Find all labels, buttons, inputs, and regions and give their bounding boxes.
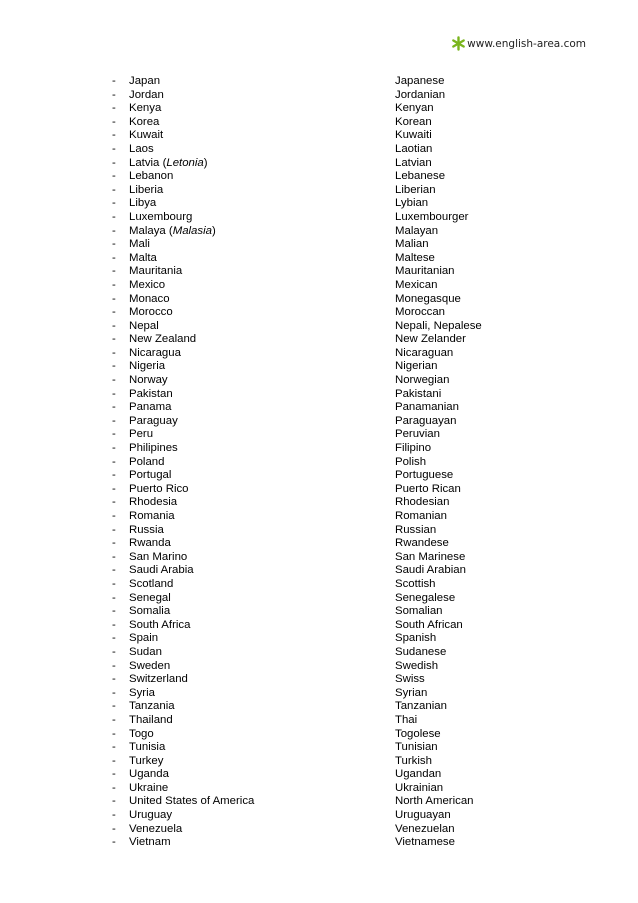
list-item: [0, 89, 638, 103]
country-name: [129, 795, 254, 809]
list-item: [0, 225, 638, 239]
list-item: [0, 632, 638, 646]
country-name: [129, 673, 188, 687]
country-name: [129, 306, 173, 320]
country-name: [129, 578, 173, 592]
nationality: Moroccan: [395, 306, 446, 319]
country-name: [129, 129, 163, 143]
list-bullet: -: [112, 387, 116, 400]
nationality: Korean: [395, 115, 432, 128]
list-item: [0, 157, 638, 171]
country-name: [129, 265, 182, 279]
country-name: [129, 646, 162, 660]
country-name: Malaya (Malasia): [129, 224, 216, 237]
list-item: [0, 238, 638, 252]
list-bullet: -: [112, 360, 116, 373]
country-label: Poland: [129, 455, 165, 468]
list-bullet: -: [112, 510, 116, 522]
country-name: [129, 320, 159, 334]
nationality: New Zelander: [395, 333, 466, 346]
country-label: Luxembourg: [129, 210, 193, 223]
country-name: [129, 755, 163, 769]
country-label: Mauritania: [129, 265, 183, 278]
list-bullet: -: [112, 442, 116, 455]
site-url: www.english-area.com: [467, 37, 586, 50]
country-name: [129, 456, 164, 470]
nationality: Vietnamese: [395, 836, 455, 849]
country-label: Togo: [129, 727, 154, 740]
country-label: Senegal: [129, 591, 171, 604]
list-item: [0, 564, 638, 578]
list-item: [0, 116, 638, 130]
list-bullet: -: [112, 469, 116, 482]
list-bullet: -: [112, 673, 116, 686]
list-bullet: -: [112, 401, 116, 414]
list-item: [0, 374, 638, 388]
nationality: Turkish: [395, 754, 432, 767]
country-label: Somalia: [129, 605, 171, 618]
list-item: [0, 728, 638, 742]
nationality: Maltese: [395, 251, 435, 264]
list-item: [0, 129, 638, 143]
country-label: Pakistan: [129, 387, 173, 400]
nationality: North American: [395, 795, 474, 808]
nationality: Malayan: [395, 224, 439, 237]
list-bullet: -: [112, 265, 116, 278]
country-label: Syria: [129, 686, 155, 699]
list-item: [0, 673, 638, 687]
country-name: [129, 741, 165, 755]
nationality: Nepali, Nepalese: [395, 319, 482, 332]
list-bullet: -: [112, 686, 116, 699]
country-name: [129, 592, 171, 606]
country-name: [129, 836, 171, 850]
country-name: [129, 211, 192, 225]
country-label: Spain: [129, 632, 159, 645]
country-name: [129, 469, 171, 483]
country-label: Vietnam: [129, 836, 171, 849]
country-name: [129, 619, 190, 633]
country-label: Mexico: [129, 278, 166, 291]
list-item: [0, 483, 638, 497]
nationality: Tunisian: [395, 741, 438, 754]
list-item: [0, 415, 638, 429]
nationality: Swiss: [395, 673, 425, 686]
list-item: [0, 401, 638, 415]
list-bullet: -: [112, 700, 116, 713]
page-header: [451, 36, 586, 51]
country-label: Uganda: [129, 768, 169, 781]
list-item: [0, 809, 638, 823]
country-label: Peru: [129, 428, 154, 441]
country-name: [129, 510, 175, 524]
list-bullet: -: [112, 591, 116, 604]
list-bullet: -: [112, 822, 116, 835]
country-name: [129, 184, 163, 198]
list-bullet: -: [112, 809, 116, 822]
list-item: [0, 197, 638, 211]
list-item: [0, 388, 638, 402]
list-bullet: -: [112, 632, 116, 645]
country-name: [129, 374, 168, 388]
country-label: Switzerland: [129, 673, 188, 686]
country-label: Malaya: [129, 224, 166, 237]
list-bullet: -: [112, 645, 116, 658]
country-label: Rhodesia: [129, 496, 178, 509]
country-label: United States of America: [129, 795, 255, 808]
nationality: Venezuelan: [395, 822, 455, 835]
country-name: [129, 632, 158, 646]
country-label: Romania: [129, 510, 175, 522]
nationality: Russian: [395, 523, 437, 536]
country-label: Uruguay: [129, 809, 173, 822]
country-label: Panama: [129, 401, 172, 414]
country-name: [129, 279, 165, 293]
country-label: Venezuela: [129, 822, 183, 835]
nationality: Paraguayan: [395, 414, 457, 427]
list-item: [0, 306, 638, 320]
nationality: Rwandese: [395, 537, 449, 550]
country-name: [129, 360, 165, 374]
country-name: [129, 442, 178, 456]
list-item: [0, 442, 638, 456]
list-item: [0, 836, 638, 850]
country-name: [129, 728, 154, 742]
country-name: [129, 102, 161, 116]
country-label: Sweden: [129, 659, 171, 672]
country-label: Turkey: [129, 754, 164, 767]
list-bullet: -: [112, 210, 116, 223]
country-name: [129, 687, 155, 701]
green-asterisk-icon: [451, 36, 466, 51]
country-name: [129, 605, 170, 619]
list-bullet: -: [112, 251, 116, 264]
country-name: [129, 170, 173, 184]
country-label: Malta: [129, 251, 157, 264]
nationality: Scottish: [395, 577, 436, 590]
list-bullet: -: [112, 319, 116, 332]
list-bullet: -: [112, 605, 116, 618]
country-name: [129, 551, 187, 565]
list-item: [0, 605, 638, 619]
country-name: [129, 524, 164, 538]
country-alt-name: Letonia: [166, 156, 204, 169]
list-item: [0, 347, 638, 361]
country-label: Tanzania: [129, 700, 175, 713]
list-bullet: -: [112, 170, 116, 183]
country-label: Jordan: [129, 88, 164, 101]
country-label: Rwanda: [129, 537, 171, 550]
nationality: Mexican: [395, 278, 438, 291]
list-bullet: -: [112, 197, 116, 210]
country-name: Latvia (Letonia): [129, 156, 208, 169]
list-item: [0, 102, 638, 116]
country-name: [129, 700, 175, 714]
country-name: [129, 89, 164, 103]
country-label: Lebanon: [129, 170, 174, 183]
country-name: [129, 143, 154, 157]
country-label: San Marino: [129, 550, 188, 563]
country-name: [129, 388, 173, 402]
list-bullet: -: [112, 836, 116, 849]
list-bullet: -: [112, 102, 116, 115]
country-label: Nepal: [129, 319, 159, 332]
nationality: Portuguese: [395, 469, 454, 482]
list-bullet: -: [112, 754, 116, 767]
nationality: Uruguayan: [395, 809, 451, 822]
list-item: [0, 333, 638, 347]
country-label: Sudan: [129, 645, 162, 658]
list-bullet: -: [112, 781, 116, 794]
country-name: [129, 809, 172, 823]
list-bullet: -: [112, 414, 116, 427]
nationality: South African: [395, 618, 463, 631]
list-bullet: -: [112, 278, 116, 291]
list-bullet: -: [112, 550, 116, 563]
country-name: [129, 293, 170, 307]
list-bullet: -: [112, 577, 116, 590]
nationality: Somalian: [395, 605, 443, 618]
list-item: [0, 823, 638, 837]
nationality: Ugandan: [395, 768, 442, 781]
list-bullet: -: [112, 496, 116, 509]
country-label: Scotland: [129, 577, 174, 590]
list-bullet: -: [112, 428, 116, 441]
nationality: Ukrainian: [395, 781, 444, 794]
list-bullet: -: [112, 523, 116, 536]
nationality: Luxembourger: [395, 210, 469, 223]
nationality: Polish: [395, 455, 427, 468]
nationality: Norwegian: [395, 374, 450, 387]
list-bullet: -: [112, 564, 116, 577]
country-name: [129, 75, 160, 89]
nationality: Rhodesian: [395, 496, 450, 509]
list-bullet: -: [112, 727, 116, 740]
country-label: Norway: [129, 374, 168, 387]
country-alt-name: Malasia: [172, 224, 212, 237]
list-bullet: -: [112, 346, 116, 359]
list-item: [0, 170, 638, 184]
list-item: [0, 700, 638, 714]
list-item: [0, 768, 638, 782]
list-bullet: -: [112, 88, 116, 101]
country-name: [129, 333, 196, 347]
country-name: [129, 252, 157, 266]
nationality: Sudanese: [395, 645, 447, 658]
nationality: Nigerian: [395, 360, 438, 373]
country-name: [129, 714, 173, 728]
nationality: Swedish: [395, 659, 439, 672]
list-item: [0, 428, 638, 442]
list-bullet: -: [112, 455, 116, 468]
list-item: [0, 537, 638, 551]
list-bullet: -: [112, 224, 116, 237]
list-bullet: -: [112, 482, 116, 495]
list-bullet: -: [112, 129, 116, 142]
nationality: Senegalese: [395, 591, 456, 604]
list-bullet: -: [112, 142, 116, 155]
country-label: Ukraine: [129, 781, 169, 794]
country-name: [129, 537, 171, 551]
nationality: Japanese: [395, 75, 445, 87]
nationality: Kenyan: [395, 102, 434, 115]
list-item: [0, 795, 638, 809]
list-bullet: -: [112, 537, 116, 550]
country-label: Puerto Rico: [129, 482, 189, 495]
country-name: [129, 347, 181, 361]
country-label: South Africa: [129, 618, 191, 631]
nationality: Nicaraguan: [395, 346, 454, 359]
country-name: [129, 401, 171, 415]
list-bullet: -: [112, 115, 116, 128]
list-item: [0, 496, 638, 510]
nationality: Kuwaiti: [395, 129, 432, 142]
nationality: Peruvian: [395, 428, 440, 441]
nationality: Puerto Rican: [395, 482, 461, 495]
country-label: Morocco: [129, 306, 173, 319]
list-item: [0, 782, 638, 796]
list-bullet: -: [112, 768, 116, 781]
list-item: [0, 619, 638, 633]
country-label: Monaco: [129, 292, 170, 305]
list-item: [0, 646, 638, 660]
country-label: Laos: [129, 142, 154, 155]
list-bullet: -: [112, 306, 116, 319]
country-label: Tunisia: [129, 741, 166, 754]
country-name: [129, 415, 178, 429]
country-label: Mali: [129, 238, 150, 251]
list-item: [0, 592, 638, 606]
list-bullet: -: [112, 659, 116, 672]
country-label: Nicaragua: [129, 346, 181, 359]
country-name: [129, 564, 194, 578]
country-name: [129, 483, 189, 497]
list-bullet: -: [112, 156, 116, 169]
list-item: [0, 360, 638, 374]
country-name: [129, 197, 156, 211]
nationality: Malian: [395, 238, 429, 251]
list-bullet: -: [112, 374, 116, 387]
country-name: [129, 428, 153, 442]
nationality: Jordanian: [395, 88, 446, 101]
nationality: Syrian: [395, 686, 428, 699]
nationality: Saudi Arabian: [395, 564, 466, 577]
country-name: [129, 660, 170, 674]
country-label: Japan: [129, 75, 161, 87]
list-item: [0, 279, 638, 293]
list-bullet: -: [112, 238, 116, 251]
country-name: [129, 782, 168, 796]
list-item: [0, 469, 638, 483]
nationality: Tanzanian: [395, 700, 447, 713]
country-nationality-list: [0, 75, 638, 850]
country-name: [129, 823, 182, 837]
country-name: [129, 496, 177, 510]
nationality: San Marinese: [395, 550, 466, 563]
nationality: Mauritanian: [395, 265, 455, 278]
list-item: [0, 320, 638, 334]
country-label: Philipines: [129, 442, 178, 455]
list-item: [0, 551, 638, 565]
country-label: Libya: [129, 197, 157, 210]
list-bullet: -: [112, 292, 116, 305]
nationality: Lybian: [395, 197, 429, 210]
nationality: Togolese: [395, 727, 441, 740]
country-label: Liberia: [129, 183, 164, 196]
nationality: Laotian: [395, 142, 433, 155]
country-label: Kuwait: [129, 129, 164, 142]
list-item: [0, 265, 638, 279]
list-bullet: -: [112, 75, 116, 87]
list-bullet: -: [112, 741, 116, 754]
list-item: [0, 714, 638, 728]
list-bullet: -: [112, 333, 116, 346]
country-label: Nigeria: [129, 360, 166, 373]
list-item: [0, 211, 638, 225]
nationality: Latvian: [395, 156, 432, 169]
country-label: Portugal: [129, 469, 172, 482]
list-item: [0, 293, 638, 307]
country-label: Thailand: [129, 713, 173, 726]
list-item: [0, 687, 638, 701]
nationality: Pakistani: [395, 387, 442, 400]
country-name: [129, 238, 150, 252]
country-label: Russia: [129, 523, 164, 536]
list-item: [0, 578, 638, 592]
list-item: [0, 75, 638, 89]
country-label: Kenya: [129, 102, 162, 115]
country-label: Korea: [129, 115, 160, 128]
country-label: Saudi Arabia: [129, 564, 194, 577]
list-item: [0, 252, 638, 266]
nationality: Spanish: [395, 632, 437, 645]
list-bullet: -: [112, 795, 116, 808]
nationality: Thai: [395, 713, 418, 726]
nationality: Panamanian: [395, 401, 459, 414]
nationality: Lebanese: [395, 170, 446, 183]
list-bullet: -: [112, 183, 116, 196]
list-item: [0, 510, 638, 524]
list-bullet: -: [112, 618, 116, 631]
list-item: [0, 755, 638, 769]
country-name: [129, 768, 169, 782]
list-item: [0, 660, 638, 674]
list-bullet: -: [112, 713, 116, 726]
list-item: [0, 524, 638, 538]
country-label: New Zealand: [129, 333, 197, 346]
nationality: Monegasque: [395, 292, 461, 305]
nationality: Romanian: [395, 510, 447, 522]
nationality: Liberian: [395, 183, 436, 196]
list-item: [0, 184, 638, 198]
nationality: Filipino: [395, 442, 432, 455]
country-label: Latvia: [129, 156, 160, 169]
list-item: [0, 143, 638, 157]
list-item: [0, 741, 638, 755]
country-name: [129, 116, 159, 130]
list-item: [0, 456, 638, 470]
country-label: Paraguay: [129, 414, 178, 427]
